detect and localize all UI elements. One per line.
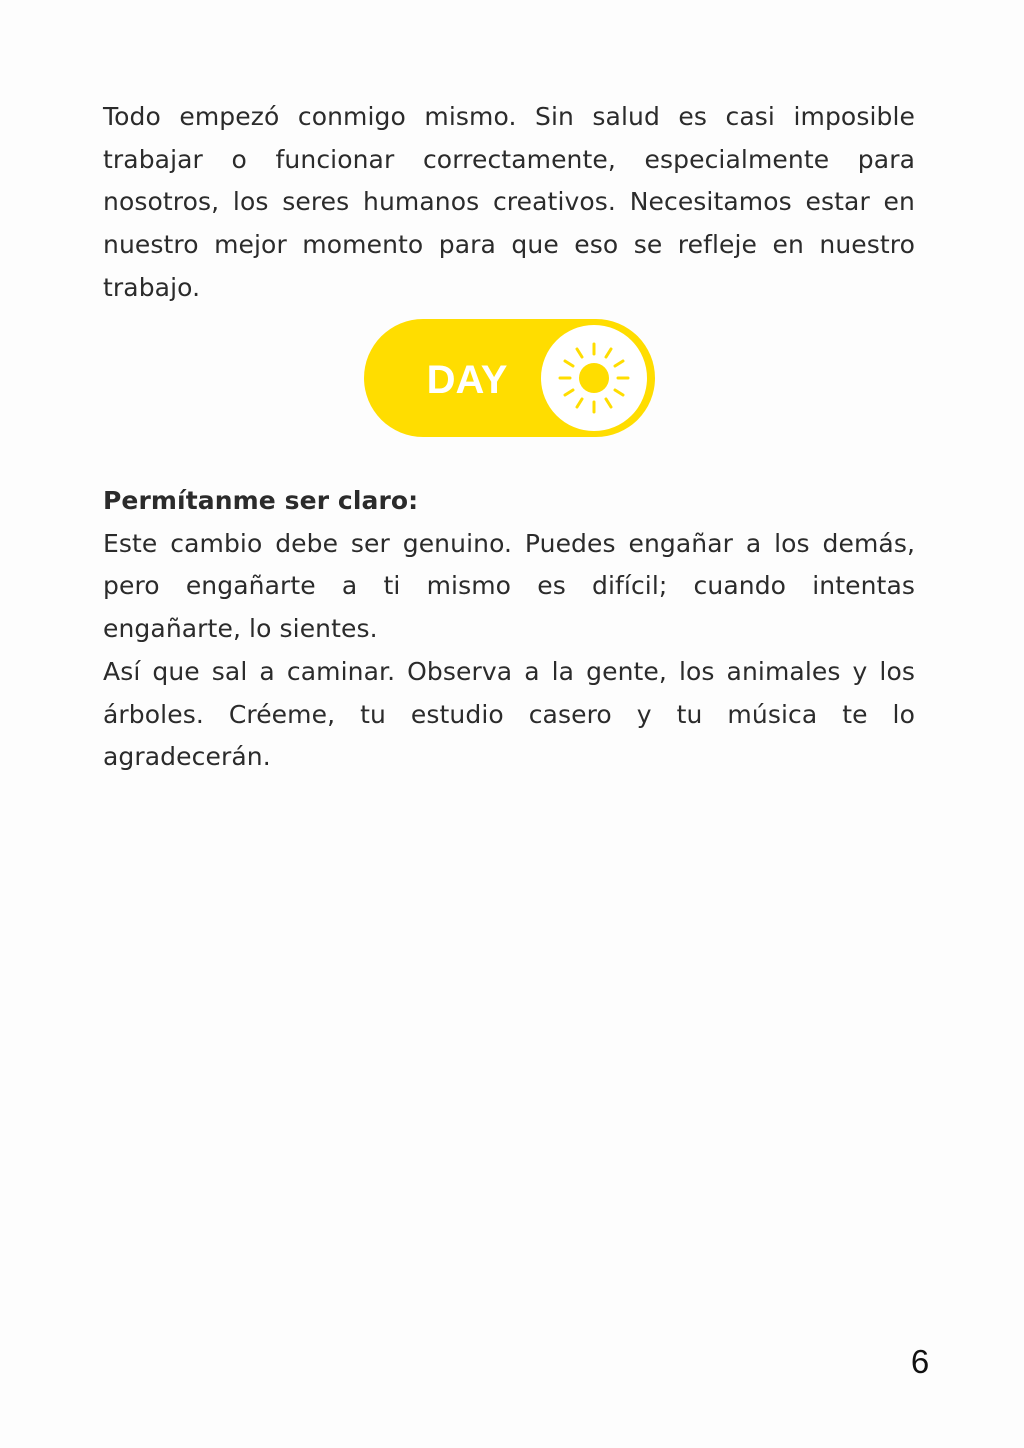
section-paragraph-2: Así que sal a caminar. Observa a la gente, los animales y los árboles. Créeme, tu estudio casero y tu música te lo agradecerán. bbox=[103, 656, 915, 772]
intro-paragraph: Todo empezó conmigo mismo. Sin salud es casi imposible trabajar o funcionar correctamente, especialmente para nosotros, los seres humanos creativos. Necesitamos estar en nuestro mejor momento para que eso se refleje en nuestro trabajo. bbox=[103, 102, 915, 302]
day-toggle-graphic bbox=[364, 319, 655, 437]
page-number: 6 bbox=[910, 1343, 930, 1380]
toggle-label: DAY bbox=[426, 358, 508, 402]
section-text bbox=[103, 480, 915, 779]
section-paragraph-1: Este cambio debe ser genuino. Puedes engañar a los demás, pero engañarte a ti mismo es difícil; cuando intentas engañarte, lo sientes. bbox=[103, 528, 915, 644]
section-heading: Permítanme ser claro: bbox=[103, 486, 419, 515]
day-toggle[interactable] bbox=[364, 319, 655, 437]
